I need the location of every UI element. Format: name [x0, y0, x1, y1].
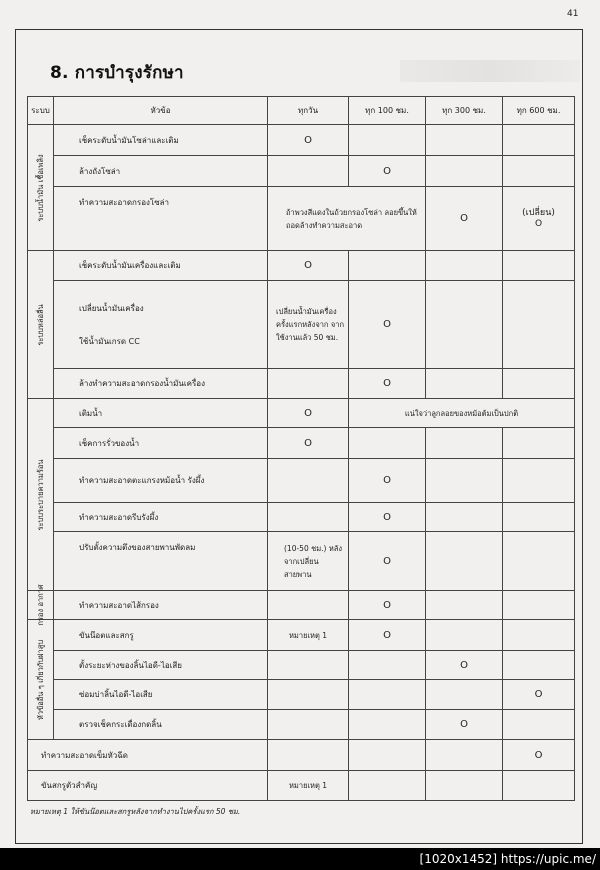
maintenance-table	[27, 96, 575, 801]
100h-mark: O	[349, 503, 426, 532]
task-cell: เติมน้ำ	[54, 399, 268, 428]
system-lube: ระบบหล่อลื่น	[28, 251, 54, 399]
table-row	[28, 710, 575, 740]
table-row	[28, 251, 575, 281]
system-cooling: ระบบระบายความร้อน	[28, 399, 54, 591]
table-row	[28, 771, 575, 801]
footnote: หมายเหตุ 1 ให้ขันน๊อตและสกรูหลังจากทำงานไปครั้งแรก 50 ชม.	[30, 807, 241, 816]
600h-mark: O	[534, 218, 543, 229]
task-cell: ทำความสะอาดเข็มหัวฉีด	[28, 740, 268, 771]
header-600h: ทุก 600 ชม.	[503, 97, 575, 125]
page-number: 41	[567, 9, 579, 19]
note-cell: (10-50 ชม.) หลังจากเปลี่ยน สายพาน	[268, 532, 349, 591]
table-row	[28, 281, 575, 369]
100h-mark: O	[349, 591, 426, 620]
table-row	[28, 459, 575, 503]
table-row	[28, 591, 575, 620]
table-row	[28, 620, 575, 651]
task-cell: ตรวจเช็คกระเดื่องกดลิ้น	[54, 710, 268, 740]
task-cell: ทำความสะอาดไส้กรอง	[54, 591, 268, 620]
600h-mark: O	[503, 740, 575, 771]
header-daily: ทุกวัน	[268, 97, 349, 125]
system-other: หัวข้ออื่น ๆ เกี่ยวกับฝาสูบ	[28, 620, 54, 740]
upload-watermark: [1020x1452] https://upic.me/	[419, 852, 596, 866]
table-row	[28, 369, 575, 399]
table-row	[28, 428, 575, 459]
note-cell: แน่ใจว่าลูกลอยของหม้อต้มเป็นปกติ	[349, 399, 575, 428]
300h-mark: O	[426, 710, 503, 740]
note-cell: เปลี่ยนน้ำมันเครื่อง ครั้งแรกหลังจาก จากใช้งานแล้ว 50 ชม.	[268, 281, 349, 369]
header-topic: หัวข้อ	[54, 97, 268, 125]
note-cell: ถ้าพวงสีแดงในถ้วยกรองโซล่า ลอยขึ้นให้ถอดล้างทำความสะอาด	[268, 187, 426, 251]
table-row	[28, 187, 575, 251]
page-title: 8. การบำรุงรักษา	[50, 63, 184, 83]
note-cell: หมายเหตุ 1	[268, 771, 349, 801]
task-cell: เช็คการรั่วของน้ำ	[54, 428, 268, 459]
600h-mark: O	[503, 680, 575, 710]
task-cell: ทำความสะอาดตะแกรงหม้อน้ำ รังผึ้ง	[54, 459, 268, 503]
task-cell: ขันน๊อตและสกรู	[54, 620, 268, 651]
task-cell: ล้างถังโซล่า	[54, 156, 268, 187]
task-cell: ปรับตั้งความตึงของสายพานพัดลม	[54, 532, 268, 591]
task-cell: ตั้งระยะห่างของลิ้นไอดี-ไอเสีย	[54, 651, 268, 680]
100h-mark: O	[349, 532, 426, 591]
100h-mark: O	[349, 281, 426, 369]
task-cell: ทำความสะอาดรีบรังผึ้ง	[54, 503, 268, 532]
table-row	[28, 651, 575, 680]
system-fuel: ระบบน้ำมัน เชื้อเพลิง	[28, 125, 54, 251]
table-row	[28, 680, 575, 710]
daily-mark: O	[268, 251, 349, 281]
table-row	[28, 503, 575, 532]
100h-mark: O	[349, 459, 426, 503]
task-cell: เช็คระดับน้ำมันโซล่าและเติม	[54, 125, 268, 156]
task-line-a: เปลี่ยนน้ำมันเครื่อง	[79, 303, 144, 313]
daily-mark: O	[268, 428, 349, 459]
daily-mark: O	[268, 125, 349, 156]
task-cell: เช็คระดับน้ำมันเครื่องและเติม	[54, 251, 268, 281]
table-row	[28, 125, 575, 156]
note-cell: หมายเหตุ 1	[268, 620, 349, 651]
task-cell: ขันสกรูตัวสำคัญ	[28, 771, 268, 801]
table-row	[28, 532, 575, 591]
replace-label: (เปลี่ยน)	[522, 207, 555, 218]
task-cell	[54, 281, 268, 369]
600h-cell	[503, 187, 575, 251]
header-100h: ทุก 100 ชม.	[349, 97, 426, 125]
header-300h: ทุก 300 ชม.	[426, 97, 503, 125]
task-cell: ซ่อมบ่าลิ้นไอดี-ไอเสีย	[54, 680, 268, 710]
300h-mark: O	[426, 187, 503, 251]
header-row	[28, 97, 575, 125]
daily-mark: O	[268, 399, 349, 428]
300h-mark: O	[426, 651, 503, 680]
100h-mark: O	[349, 620, 426, 651]
system-air-filter: กรอง อากาศ	[28, 591, 54, 620]
task-line-b: ใช้น้ำมันเกรด CC	[79, 336, 140, 346]
100h-mark: O	[349, 156, 426, 187]
task-cell: ล้างทำความสะอาดกรองน้ำมันเครื่อง	[54, 369, 268, 399]
table-row	[28, 740, 575, 771]
100h-mark: O	[349, 369, 426, 399]
table-row	[28, 156, 575, 187]
header-system: ระบบ	[28, 97, 54, 125]
task-cell: ทำความสะอาดกรองโซล่า	[54, 187, 268, 251]
table-row	[28, 399, 575, 428]
